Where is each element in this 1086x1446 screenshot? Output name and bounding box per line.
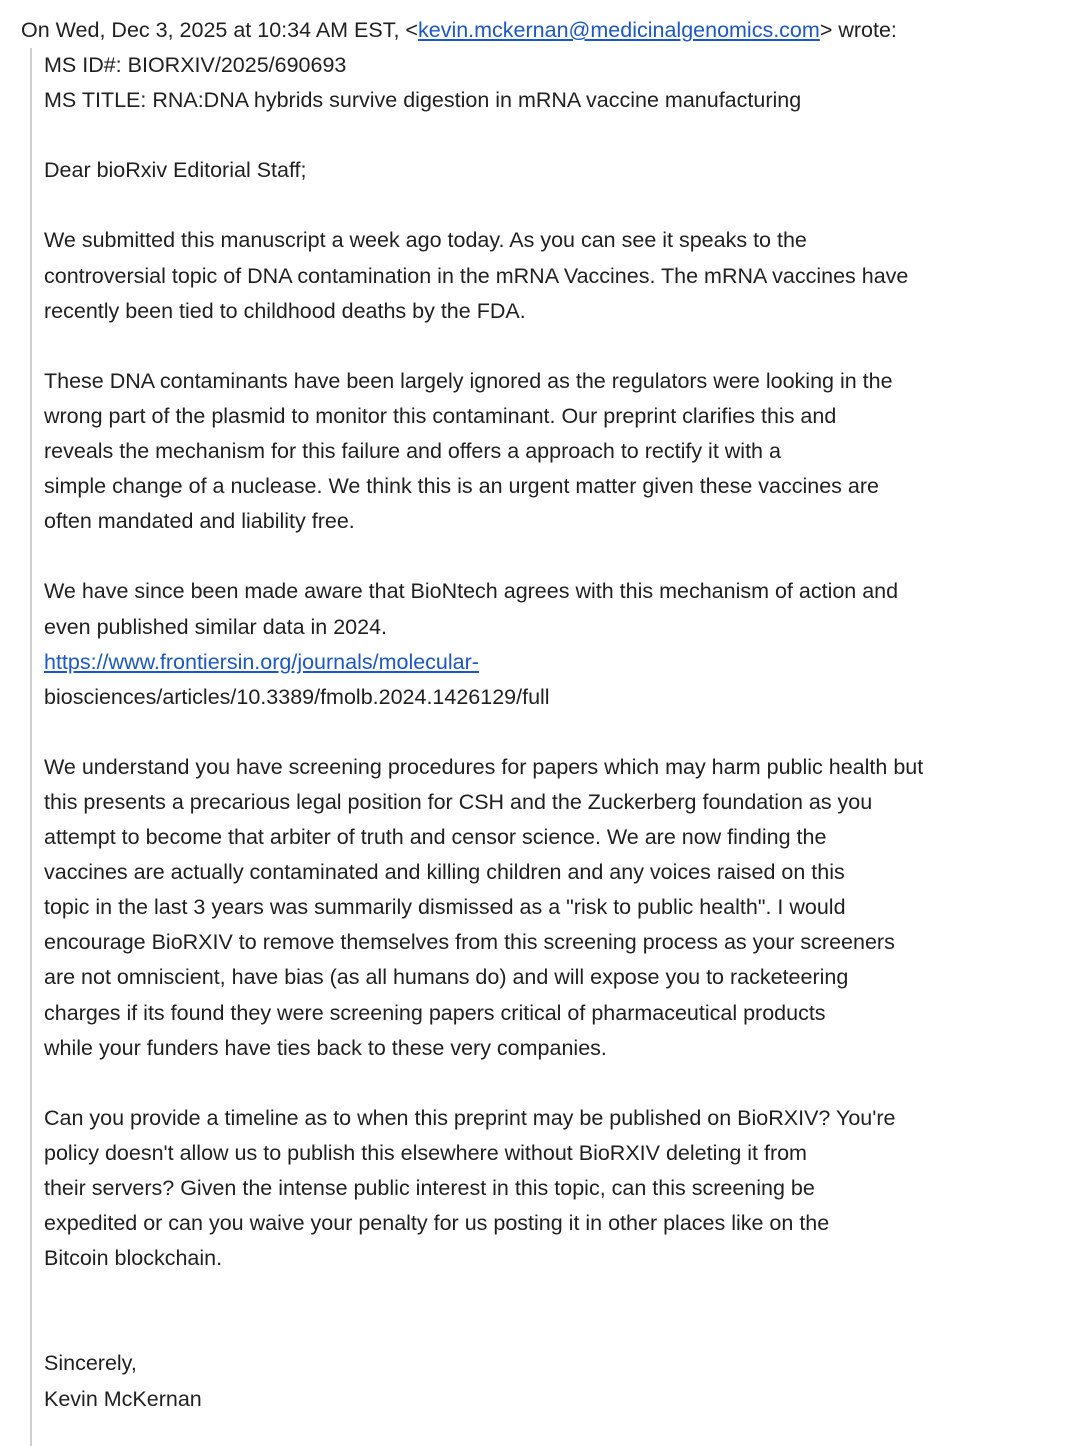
- paragraph-4: [44, 750, 1074, 1066]
- closing: Sincerely,: [44, 1351, 137, 1376]
- paragraph-line: We submitted this manuscript a week ago today. As you can see it speaks to the: [44, 228, 807, 253]
- sender-email-link[interactable]: kevin.mckernan@medicinalgenomics.com: [417, 18, 820, 42]
- paragraph-2: [44, 364, 1074, 539]
- paragraph-line: topic in the last 3 years was summarily dismissed as a "risk to public health". I would: [44, 895, 846, 920]
- paragraph-line: encourage BioRXIV to remove themselves from this screening process as your screeners: [44, 930, 895, 955]
- ms-title-line: MS TITLE: RNA:DNA hybrids survive digestion in mRNA vaccine manufacturing: [44, 88, 802, 113]
- paragraph-line: recently been tied to childhood deaths by the FDA.: [44, 298, 526, 323]
- paragraph-line: charges if its found they were screening papers critical of pharmaceutical products: [44, 1000, 826, 1025]
- paragraph-line: These DNA contaminants have been largely ignored as the regulators were looking in the: [44, 368, 893, 393]
- attribution-suffix: > wrote:: [819, 18, 897, 42]
- attribution-prefix: On Wed, Dec 3, 2025 at 10:34 AM EST, <: [21, 18, 418, 42]
- frontiers-article-link[interactable]: https://www.frontiersin.org/journals/molecular-: [44, 649, 479, 674]
- paragraph-3: [44, 574, 1074, 714]
- quoted-message-body: [44, 48, 1074, 1417]
- paragraph-line: controversial topic of DNA contamination in the mRNA Vaccines. The mRNA vaccines have: [44, 263, 909, 288]
- quote-bar: [30, 48, 32, 1446]
- paragraph-line: are not omniscient, have bias (as all humans do) and will expose you to racketeering: [44, 965, 849, 990]
- greeting: Dear bioRxiv Editorial Staff;: [44, 158, 307, 183]
- paragraph-line: simple change of a nuclease. We think this is an urgent matter given these vaccines are: [44, 474, 879, 499]
- paragraph-line: policy doesn't allow us to publish this elsewhere without BioRXIV deleting it from: [44, 1140, 807, 1165]
- paragraph-line: We have since been made aware that BioNtech agrees with this mechanism of action and: [44, 579, 899, 604]
- signature: Kevin McKernan: [44, 1386, 202, 1411]
- paragraph-line: Bitcoin blockchain.: [44, 1246, 223, 1271]
- paragraph-line: reveals the mechanism for this failure and offers a approach to rectify it with a: [44, 439, 781, 464]
- paragraph-1: [44, 223, 1074, 328]
- reference-link-tail: biosciences/articles/10.3389/fmolb.2024.1426129/full: [44, 684, 550, 709]
- paragraph-line: expedited or can you waive your penalty for us posting it in other places like on the: [44, 1211, 830, 1236]
- paragraph-line: even published similar data in 2024.: [44, 614, 388, 639]
- paragraph-line: often mandated and liability free.: [44, 509, 355, 534]
- paragraph-line: Can you provide a timeline as to when this preprint may be published on BioRXIV? You're: [44, 1105, 896, 1130]
- paragraph-line: We understand you have screening procedures for papers which may harm public health but: [44, 754, 924, 779]
- paragraph-line: wrong part of the plasmid to monitor this contaminant. Our preprint clarifies this and: [44, 403, 837, 428]
- paragraph-line: vaccines are actually contaminated and killing children and any voices raised on this: [44, 860, 845, 885]
- paragraph-line: while your funders have ties back to these very companies.: [44, 1035, 607, 1060]
- paragraph-5: [44, 1101, 1074, 1276]
- quote-attribution: [21, 13, 897, 48]
- paragraph-line: this presents a precarious legal position for CSH and the Zuckerberg foundation as you: [44, 789, 873, 814]
- paragraph-line: their servers? Given the intense public interest in this topic, can this screening be: [44, 1176, 815, 1200]
- reference-link-line: [44, 645, 1074, 680]
- ms-id-line: MS ID#: BIORXIV/2025/690693: [44, 53, 347, 77]
- paragraph-line: attempt to become that arbiter of truth and censor science. We are now finding the: [44, 825, 827, 850]
